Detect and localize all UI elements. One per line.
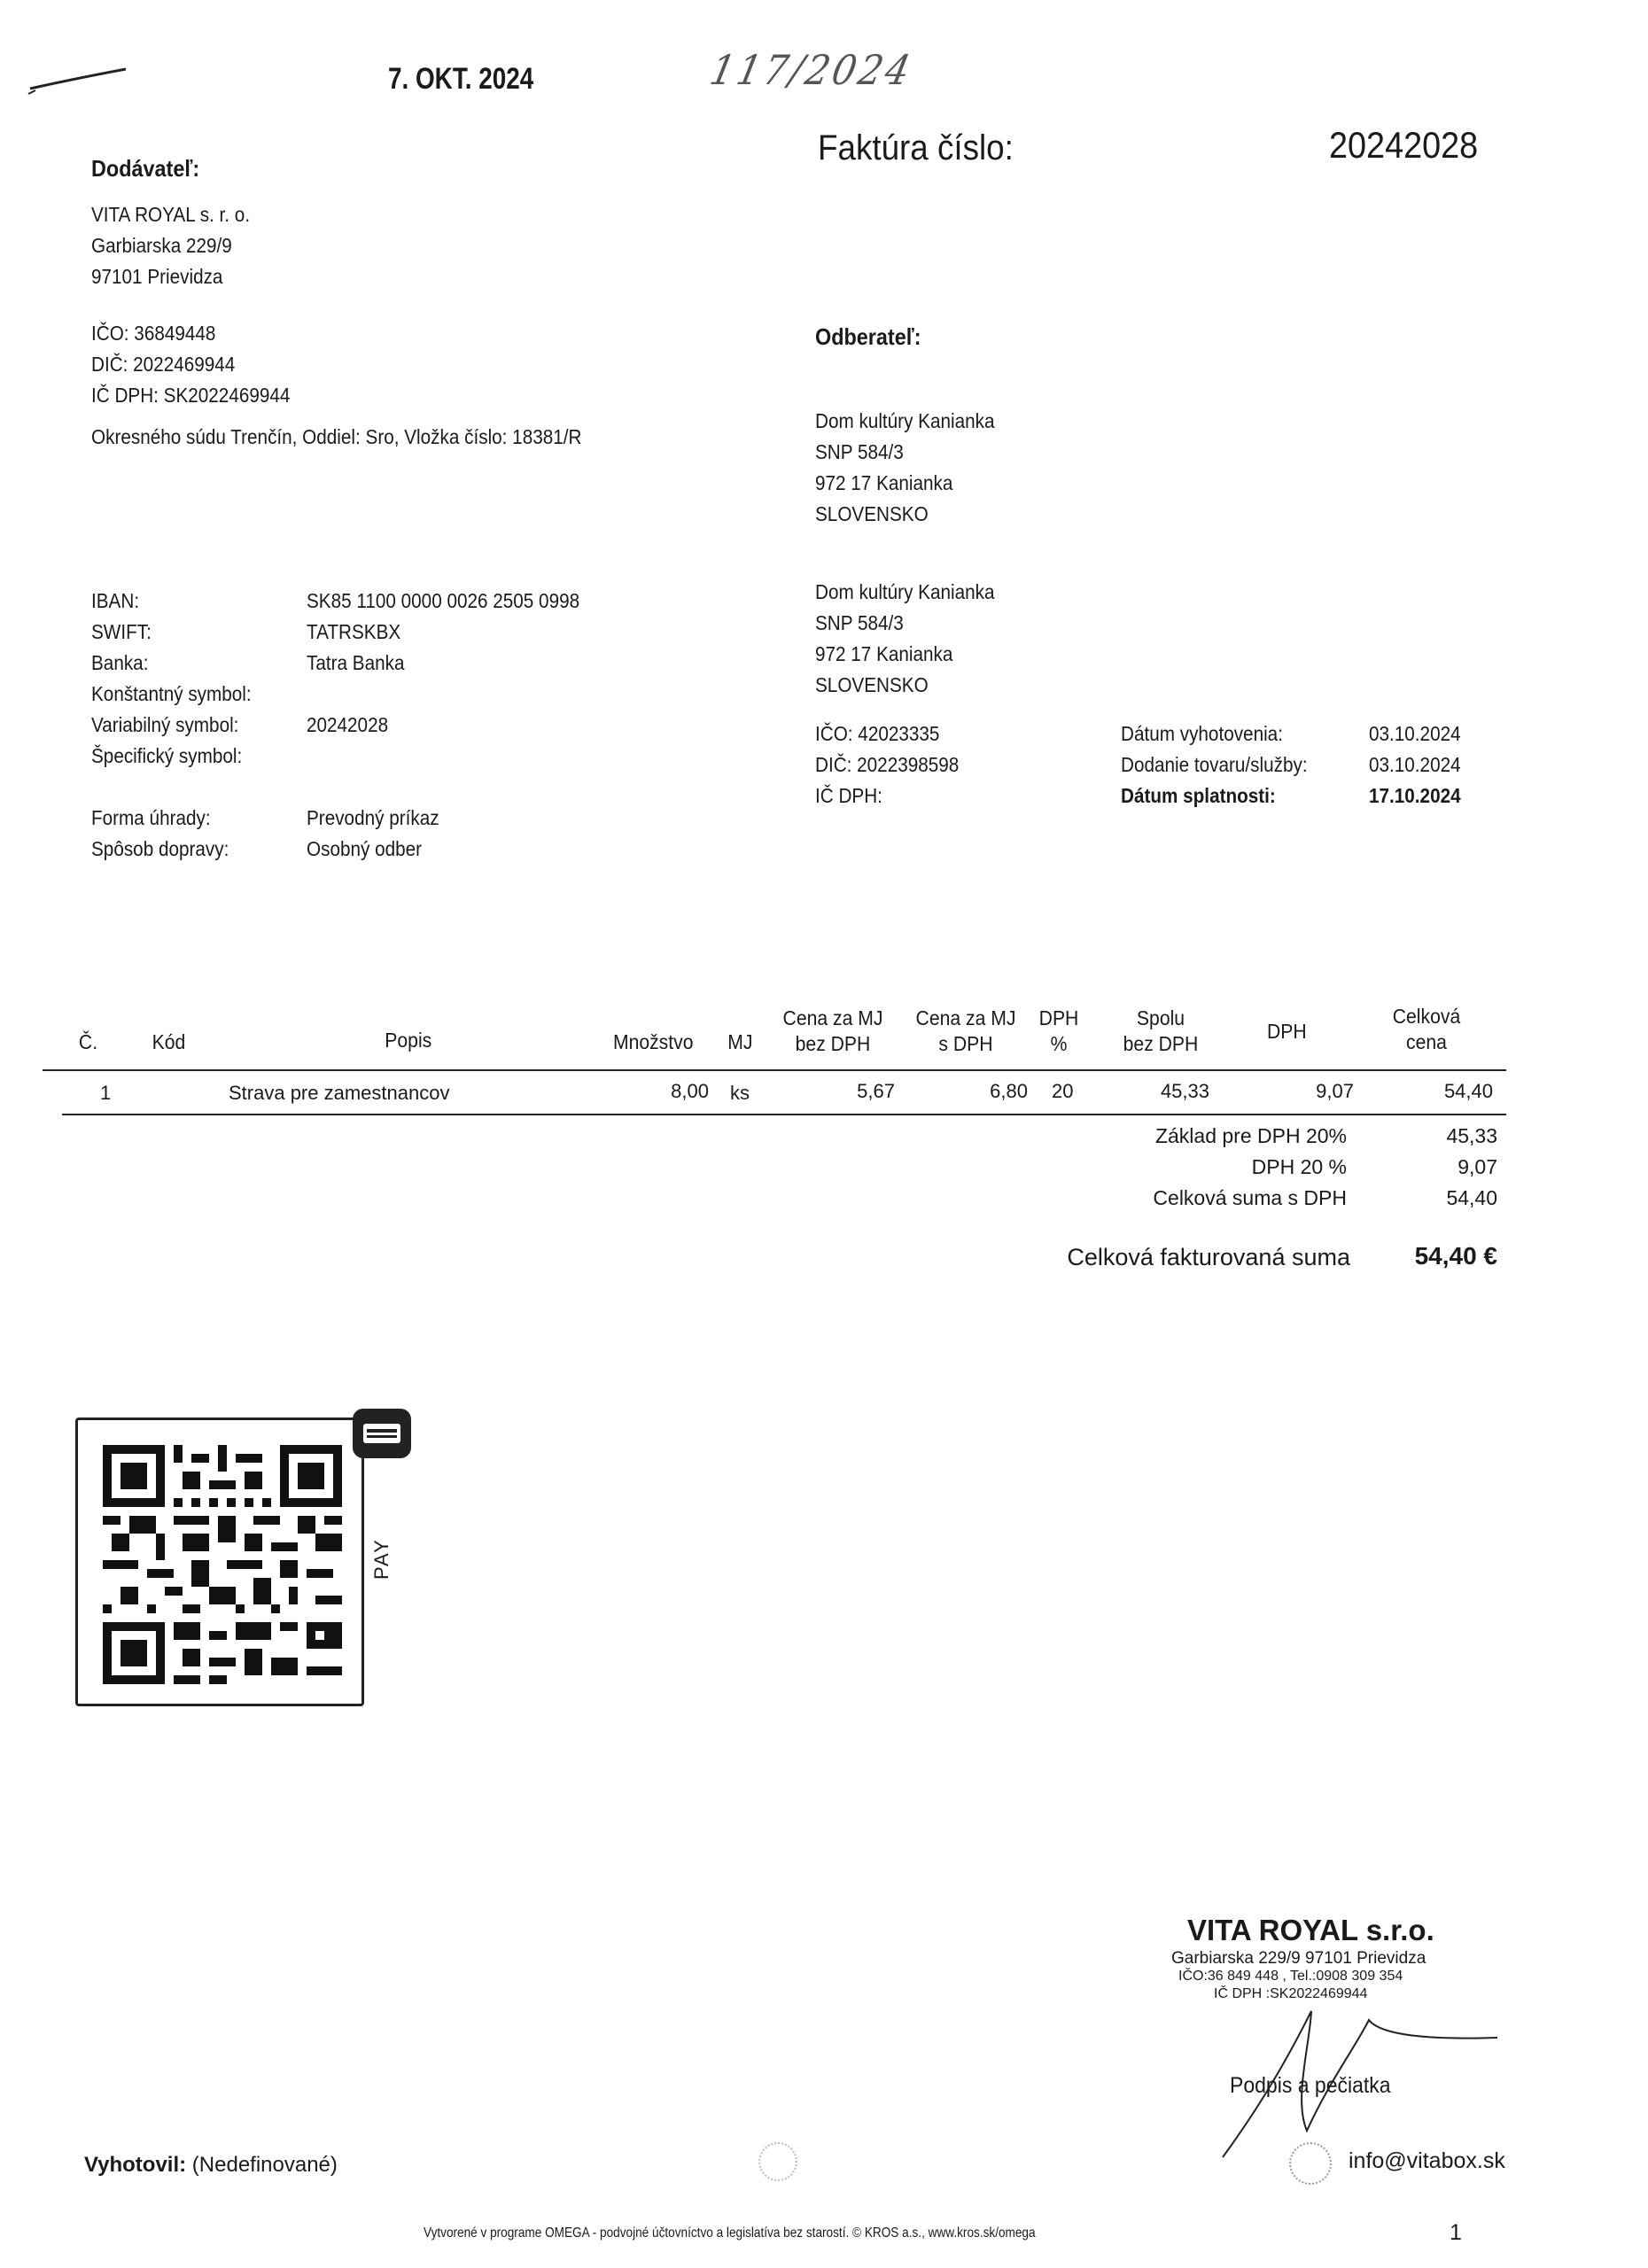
email-address[interactable]: info@vitabox.sk [1349, 2148, 1505, 2173]
delivery-street: SNP 584/3 [815, 611, 904, 634]
table-bottom-divider [62, 1114, 1506, 1115]
issue-date-label: Dátum vyhotovenia: [1121, 722, 1283, 745]
col-no: Č. [78, 1030, 98, 1053]
received-date-stamp: 7. OKT. 2024 [388, 62, 534, 96]
faint-mark [758, 2142, 797, 2181]
supplier-icdph: IČ DPH: SK2022469944 [91, 384, 291, 407]
vat-base-label: Základ pre DPH 20% [1154, 1124, 1347, 1147]
customer-street: SNP 584/3 [815, 440, 904, 463]
col-total-ex-vat: Spolu bez DPH [1123, 1006, 1199, 1055]
supplier-street: Garbiarska 229/9 [91, 234, 232, 257]
issue-date-value: 03.10.2024 [1369, 722, 1461, 745]
variable-symbol-value: 20242028 [307, 713, 389, 736]
row-no: 1 [100, 1082, 112, 1104]
col-vat: DPH [1266, 1020, 1307, 1043]
stamp-vat-id: IČ DPH :SK2022469944 [1214, 1986, 1368, 2001]
qr-pay-box[interactable] [75, 1418, 393, 1706]
col-vat-percent: DPH % [1038, 1006, 1079, 1055]
pay-card-icon [353, 1409, 411, 1458]
customer-name: Dom kultúry Kanianka [815, 409, 995, 432]
delivery-city: 972 17 Kanianka [815, 642, 953, 665]
row-total-ex-vat: 45,33 [1160, 1080, 1209, 1102]
row-price-ex-vat: 5,67 [857, 1080, 895, 1102]
supplier-city: 97101 Prievidza [91, 265, 223, 288]
vat-amount-label: DPH 20 % [1251, 1155, 1347, 1178]
supplier-block [91, 155, 711, 456]
supplier-registry: Okresného súdu Trenčín, Oddiel: Sro, Vložka číslo: 18381/R [91, 425, 582, 448]
col-price-inc-vat: Cena za MJ s DPH [915, 1006, 1016, 1055]
customer-heading: Odberateľ: [815, 323, 921, 350]
delivery-country: SLOVENSKO [815, 673, 929, 696]
swift-value: TATRSKBX [307, 620, 401, 643]
handwritten-reference: 117/2024 [705, 46, 918, 94]
due-date-label: Dátum splatnosti: [1121, 784, 1276, 807]
delivery-dic: DIČ: 2022398598 [815, 753, 960, 776]
customer-block [815, 323, 1258, 536]
swift-label: SWIFT: [91, 620, 152, 643]
transport-value: Osobný odber [307, 837, 423, 860]
delivery-name: Dom kultúry Kanianka [815, 580, 995, 603]
supplier-ico: IČO: 36849448 [91, 322, 216, 345]
delivery-icdph: IČ DPH: [815, 784, 882, 807]
grand-total-value: 54,40 € [1414, 1242, 1497, 1270]
stamp-company-name: VITA ROYAL s.r.o. [1187, 1914, 1434, 1946]
delivery-date-value: 03.10.2024 [1369, 753, 1461, 776]
table-row [0, 1073, 1648, 1108]
table-header-divider [43, 1069, 1506, 1071]
due-date-value: 17.10.2024 [1369, 784, 1461, 807]
customer-country: SLOVENSKO [815, 502, 929, 525]
row-price-inc-vat: 6,80 [990, 1080, 1028, 1102]
stamp-contact: IČO:36 849 448 , Tel.:0908 309 354 [1178, 1969, 1403, 1984]
col-quantity: Množstvo [612, 1030, 694, 1053]
row-description: Strava pre zamestnancov [229, 1082, 450, 1104]
row-unit: ks [730, 1082, 750, 1104]
payment-block [91, 589, 641, 873]
supplier-heading: Dodávateľ: [91, 155, 200, 182]
col-description: Popis [385, 1029, 432, 1052]
prepared-by-value: (Nedefinované) [191, 2153, 338, 2177]
grand-total-label: Celková fakturovaná suma [1067, 1244, 1350, 1270]
supplier-dic: DIČ: 2022469944 [91, 353, 236, 376]
iban-label: IBAN: [91, 589, 140, 612]
bank-value: Tatra Banka [307, 651, 405, 674]
transport-label: Spôsob dopravy: [91, 837, 229, 860]
summary-block [975, 1121, 1506, 1298]
pen-mark [27, 62, 133, 97]
vat-amount-value: 9,07 [1458, 1155, 1497, 1178]
total-with-vat-value: 54,40 [1446, 1186, 1497, 1209]
prepared-by-label: Vyhotovil: [84, 2153, 187, 2177]
col-unit: MJ [727, 1030, 753, 1053]
page-number: 1 [1450, 2220, 1462, 2245]
invoice-number: 20242028 [1329, 124, 1479, 166]
variable-symbol-label: Variabilný symbol: [91, 713, 239, 736]
vat-base-value: 45,33 [1446, 1124, 1497, 1147]
row-vat: 9,07 [1316, 1080, 1354, 1102]
prepared-by [84, 2153, 338, 2178]
col-total: Celková cena [1392, 1005, 1461, 1053]
payment-form-value: Prevodný príkaz [307, 806, 439, 829]
col-price-ex-vat: Cena za MJ bez DPH [782, 1006, 883, 1055]
constant-symbol-label: Konštantný symbol: [91, 682, 252, 705]
delivery-ico: IČO: 42023335 [815, 722, 940, 745]
software-footer: Vytvorené v programe OMEGA - podvojné účtovníctvo a legislatíva bez starostí. © KROS a.s., www.kros.sk/omega [424, 2225, 1036, 2241]
email-icon [1289, 2142, 1332, 2185]
customer-city: 972 17 Kanianka [815, 471, 953, 494]
items-table [0, 997, 1648, 1138]
iban-value: SK85 1100 0000 0026 2505 0998 [307, 589, 580, 612]
stamp-address: Garbiarska 229/9 97101 Prievidza [1171, 1949, 1426, 1968]
row-quantity: 8,00 [671, 1080, 709, 1102]
bank-label: Banka: [91, 651, 149, 674]
payment-form-label: Forma úhrady: [91, 806, 211, 829]
col-code: Kód [152, 1030, 186, 1053]
signature-caption: Podpis a pečiatka [1230, 2073, 1391, 2098]
specific-symbol-label: Špecifický symbol: [91, 744, 243, 767]
total-with-vat-label: Celková suma s DPH [1153, 1186, 1347, 1209]
row-total: 54,40 [1443, 1080, 1493, 1102]
invoice-title: Faktúra číslo: [818, 128, 1014, 167]
row-vat-percent: 20 [1052, 1080, 1074, 1102]
supplier-name: VITA ROYAL s. r. o. [91, 203, 251, 226]
qr-code [103, 1445, 342, 1684]
dates-block [1121, 722, 1493, 819]
qr-pay-label: PAY [370, 1538, 393, 1580]
delivery-date-label: Dodanie tovaru/služby: [1121, 753, 1308, 776]
